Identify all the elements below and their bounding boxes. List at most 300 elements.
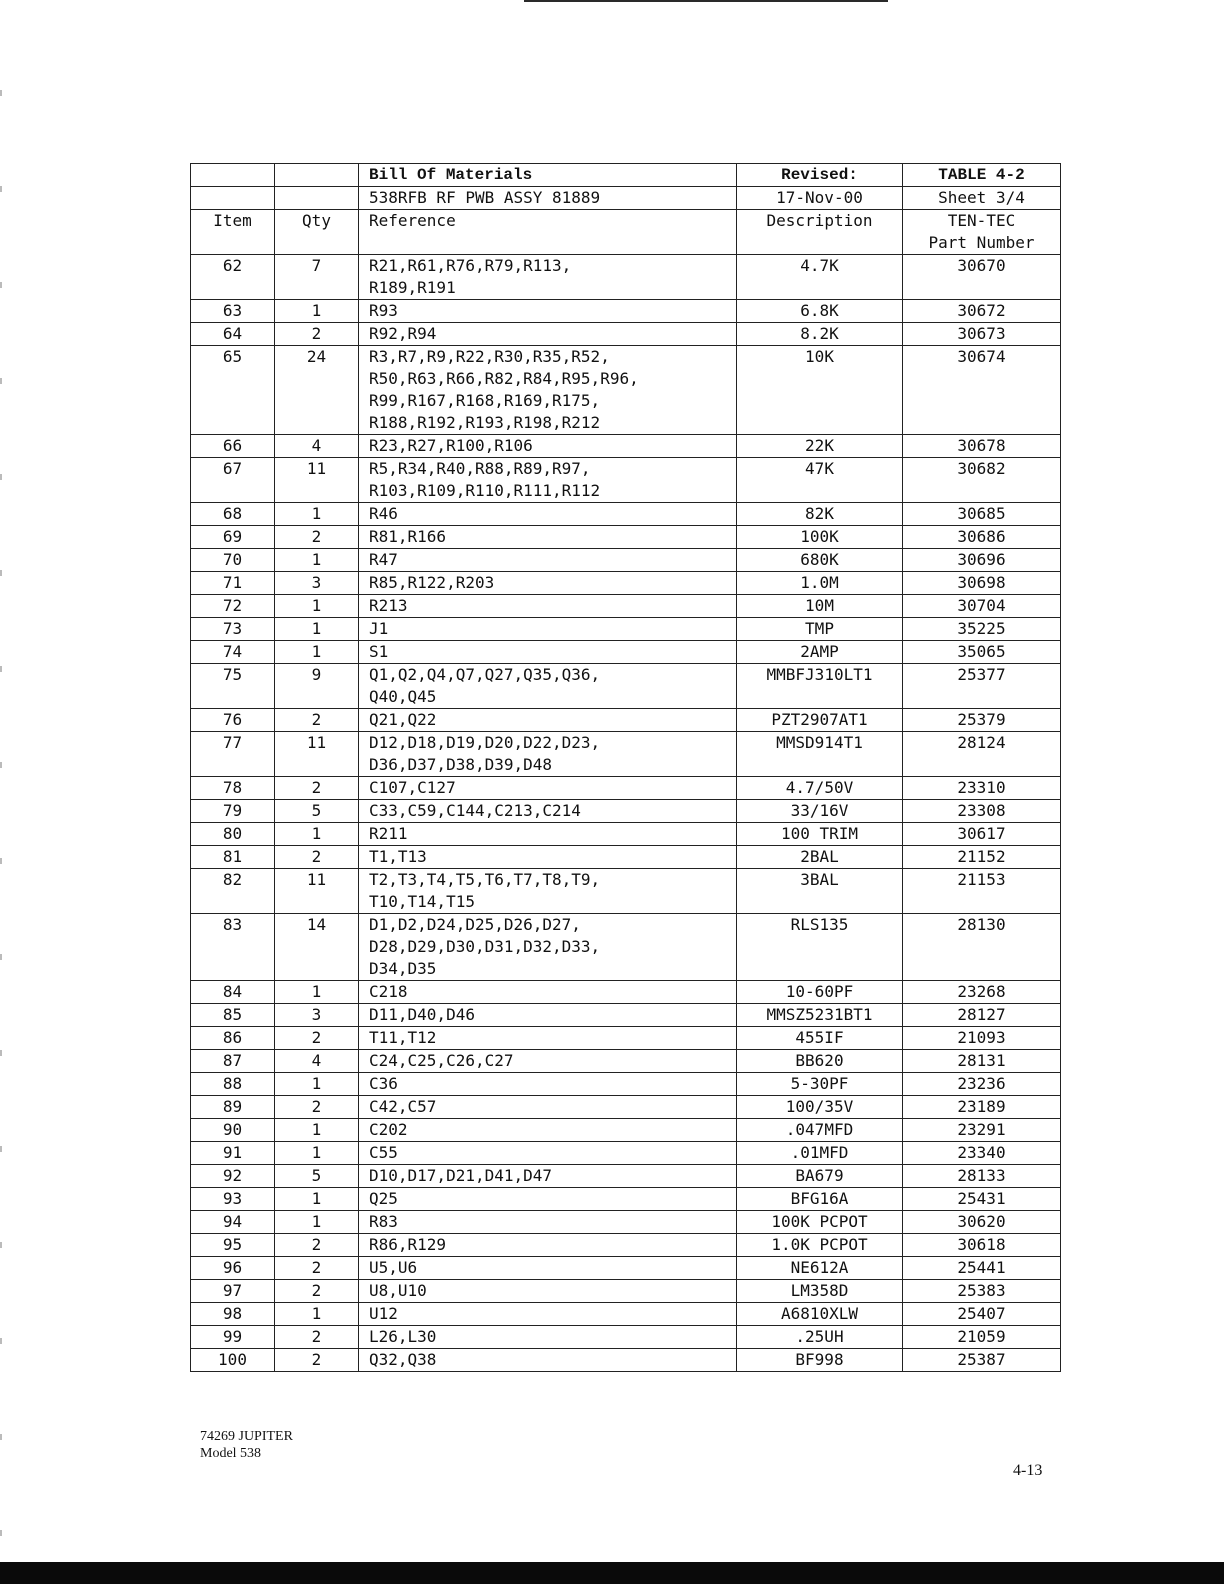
table-row	[191, 664, 1061, 709]
table-row	[191, 1073, 1061, 1096]
reference-cell	[359, 1326, 737, 1349]
qty-cell: 1	[275, 595, 359, 618]
reference-cell	[359, 1165, 737, 1188]
reference-cell	[359, 823, 737, 846]
table-row	[191, 846, 1061, 869]
reference-line: R92,R94	[369, 324, 437, 343]
bom-title: Bill Of Materials	[359, 164, 737, 187]
description-column-header: Description	[737, 210, 903, 255]
part-number-cell: 30678	[903, 435, 1061, 458]
blank-cell	[275, 187, 359, 210]
reference-cell	[359, 1188, 737, 1211]
item-cell: 95	[191, 1234, 275, 1257]
reference-cell	[359, 300, 737, 323]
reference-line: Q21,Q22	[369, 710, 437, 729]
reference-line: R5,R34,R40,R88,R89,R97,	[369, 459, 591, 478]
item-cell: 67	[191, 458, 275, 503]
table-row	[191, 1050, 1061, 1073]
reference-line: R85,R122,R203	[369, 573, 495, 592]
reference-cell	[359, 346, 737, 435]
blank-cell	[191, 187, 275, 210]
description-cell: BF998	[737, 1349, 903, 1372]
description-cell: LM358D	[737, 1280, 903, 1303]
reference-line: D28,D29,D30,D31,D32,D33,	[369, 937, 601, 956]
part-header-line2: Part Number	[928, 233, 1035, 252]
item-cell: 88	[191, 1073, 275, 1096]
description-cell: .047MFD	[737, 1119, 903, 1142]
part-number-cell: 35225	[903, 618, 1061, 641]
reference-cell	[359, 1142, 737, 1165]
table-row	[191, 777, 1061, 800]
part-number-cell: 35065	[903, 641, 1061, 664]
item-cell: 64	[191, 323, 275, 346]
qty-cell: 4	[275, 435, 359, 458]
reference-line: Q1,Q2,Q4,Q7,Q27,Q35,Q36,	[369, 665, 601, 684]
table-row	[191, 526, 1061, 549]
qty-cell: 1	[275, 1119, 359, 1142]
part-number-cell: 30696	[903, 549, 1061, 572]
table-row	[191, 1303, 1061, 1326]
reference-line: R99,R167,R168,R169,R175,	[369, 391, 601, 410]
reference-cell	[359, 732, 737, 777]
item-cell: 63	[191, 300, 275, 323]
reference-cell	[359, 846, 737, 869]
description-cell: 10M	[737, 595, 903, 618]
reference-line: C107,C127	[369, 778, 456, 797]
reference-cell	[359, 435, 737, 458]
reference-line: R50,R63,R66,R82,R84,R95,R96,	[369, 369, 639, 388]
header-row-assembly	[191, 187, 1061, 210]
reference-line: R213	[369, 596, 408, 615]
part-number-cell: 21093	[903, 1027, 1061, 1050]
qty-cell: 7	[275, 255, 359, 300]
description-cell: 2AMP	[737, 641, 903, 664]
reference-cell	[359, 458, 737, 503]
reference-line: U8,U10	[369, 1281, 427, 1300]
qty-cell: 2	[275, 1257, 359, 1280]
item-cell: 92	[191, 1165, 275, 1188]
table-row	[191, 1004, 1061, 1027]
reference-line: D1,D2,D24,D25,D26,D27,	[369, 915, 581, 934]
item-cell: 97	[191, 1280, 275, 1303]
reference-line: U5,U6	[369, 1258, 418, 1277]
qty-cell: 1	[275, 549, 359, 572]
description-cell: 10K	[737, 346, 903, 435]
item-cell: 82	[191, 869, 275, 914]
reference-line: D36,D37,D38,D39,D48	[369, 755, 553, 774]
part-header-line1: TEN-TEC	[947, 211, 1016, 230]
table-row	[191, 869, 1061, 914]
reference-line: R103,R109,R110,R111,R112	[369, 481, 601, 500]
item-cell: 72	[191, 595, 275, 618]
table-row	[191, 1349, 1061, 1372]
qty-cell: 2	[275, 1280, 359, 1303]
table-row	[191, 1027, 1061, 1050]
reference-line: R189,R191	[369, 278, 456, 297]
item-cell: 74	[191, 641, 275, 664]
table-row	[191, 732, 1061, 777]
qty-cell: 9	[275, 664, 359, 709]
description-cell: 100 TRIM	[737, 823, 903, 846]
qty-cell: 1	[275, 300, 359, 323]
description-cell: 4.7K	[737, 255, 903, 300]
table-row	[191, 300, 1061, 323]
description-cell: BFG16A	[737, 1188, 903, 1211]
reference-cell	[359, 1096, 737, 1119]
reference-line: D34,D35	[369, 959, 437, 978]
reference-cell	[359, 1050, 737, 1073]
table-row	[191, 1234, 1061, 1257]
reference-cell	[359, 914, 737, 981]
part-number-cell: 30670	[903, 255, 1061, 300]
item-cell: 83	[191, 914, 275, 981]
description-cell: 10-60PF	[737, 981, 903, 1004]
qty-cell: 1	[275, 503, 359, 526]
sheet-number: Sheet 3/4	[903, 187, 1061, 210]
reference-cell	[359, 1303, 737, 1326]
description-cell: 100K	[737, 526, 903, 549]
part-number-column-header	[903, 210, 1061, 255]
qty-column-header: Qty	[275, 210, 359, 255]
table-row	[191, 1280, 1061, 1303]
footer-model: Model 538	[200, 1446, 262, 1461]
description-cell: 1.0M	[737, 572, 903, 595]
part-number-cell: 23189	[903, 1096, 1061, 1119]
part-number-cell: 25441	[903, 1257, 1061, 1280]
description-cell: 82K	[737, 503, 903, 526]
reference-line: Q40,Q45	[369, 687, 437, 706]
qty-cell: 1	[275, 1211, 359, 1234]
table-row	[191, 981, 1061, 1004]
reference-line: L26,L30	[369, 1327, 437, 1346]
qty-cell: 11	[275, 458, 359, 503]
table-row	[191, 914, 1061, 981]
reference-cell	[359, 1234, 737, 1257]
reference-line: S1	[369, 642, 389, 661]
reference-line: C42,C57	[369, 1097, 437, 1116]
scan-edge-marks	[0, 0, 2, 1584]
description-cell: 680K	[737, 549, 903, 572]
qty-cell: 3	[275, 1004, 359, 1027]
part-number-cell: 25379	[903, 709, 1061, 732]
assembly-name: 538RFB RF PWB ASSY 81889	[359, 187, 737, 210]
qty-cell: 5	[275, 800, 359, 823]
qty-cell: 2	[275, 1234, 359, 1257]
qty-cell: 24	[275, 346, 359, 435]
table-row	[191, 503, 1061, 526]
qty-cell: 1	[275, 641, 359, 664]
reference-line: C218	[369, 982, 408, 1001]
qty-cell: 2	[275, 526, 359, 549]
part-number-cell: 30686	[903, 526, 1061, 549]
reference-cell	[359, 1280, 737, 1303]
item-cell: 90	[191, 1119, 275, 1142]
item-cell: 79	[191, 800, 275, 823]
qty-cell: 2	[275, 846, 359, 869]
description-cell: RLS135	[737, 914, 903, 981]
top-scan-rule	[524, 0, 888, 2]
description-cell: 22K	[737, 435, 903, 458]
part-number-cell: 21059	[903, 1326, 1061, 1349]
reference-cell	[359, 1027, 737, 1050]
qty-cell: 1	[275, 823, 359, 846]
reference-cell	[359, 549, 737, 572]
reference-line: C24,C25,C26,C27	[369, 1051, 514, 1070]
description-cell: TMP	[737, 618, 903, 641]
reference-line: R81,R166	[369, 527, 447, 546]
table-row	[191, 1188, 1061, 1211]
reference-cell	[359, 869, 737, 914]
reference-cell	[359, 800, 737, 823]
reference-line: R21,R61,R76,R79,R113,	[369, 256, 572, 275]
document-footer	[200, 1428, 293, 1462]
reference-line: R47	[369, 550, 398, 569]
reference-line: Q25	[369, 1189, 398, 1208]
qty-cell: 2	[275, 1349, 359, 1372]
table-row	[191, 549, 1061, 572]
footer-product: 74269 JUPITER	[200, 1429, 293, 1444]
item-cell: 85	[191, 1004, 275, 1027]
part-number-cell: 21153	[903, 869, 1061, 914]
table-row	[191, 641, 1061, 664]
blank-cell	[275, 164, 359, 187]
part-number-cell: 30698	[903, 572, 1061, 595]
reference-cell	[359, 981, 737, 1004]
reference-line: R3,R7,R9,R22,R30,R35,R52,	[369, 347, 610, 366]
page-number: 4-13	[1013, 1462, 1043, 1479]
table-row	[191, 1165, 1061, 1188]
part-number-cell: 23340	[903, 1142, 1061, 1165]
qty-cell: 5	[275, 1165, 359, 1188]
reference-cell	[359, 255, 737, 300]
reference-column-header: Reference	[359, 210, 737, 255]
qty-cell: 2	[275, 709, 359, 732]
reference-line: D11,D40,D46	[369, 1005, 475, 1024]
qty-cell: 1	[275, 1142, 359, 1165]
reference-line: Q32,Q38	[369, 1350, 437, 1369]
description-cell: 5-30PF	[737, 1073, 903, 1096]
reference-line: U12	[369, 1304, 398, 1323]
item-cell: 81	[191, 846, 275, 869]
qty-cell: 11	[275, 732, 359, 777]
description-cell: 2BAL	[737, 846, 903, 869]
reference-cell	[359, 1257, 737, 1280]
qty-cell: 11	[275, 869, 359, 914]
reference-cell	[359, 1073, 737, 1096]
part-number-cell: 23268	[903, 981, 1061, 1004]
qty-cell: 3	[275, 572, 359, 595]
reference-line: C36	[369, 1074, 398, 1093]
item-cell: 94	[191, 1211, 275, 1234]
description-cell: .01MFD	[737, 1142, 903, 1165]
qty-cell: 1	[275, 981, 359, 1004]
qty-cell: 2	[275, 1096, 359, 1119]
qty-cell: 1	[275, 1073, 359, 1096]
reference-line: R86,R129	[369, 1235, 447, 1254]
reference-cell	[359, 618, 737, 641]
description-cell: 6.8K	[737, 300, 903, 323]
header-row-title	[191, 164, 1061, 187]
item-cell: 99	[191, 1326, 275, 1349]
part-number-cell: 28127	[903, 1004, 1061, 1027]
part-number-cell: 30672	[903, 300, 1061, 323]
description-cell: 1.0K PCPOT	[737, 1234, 903, 1257]
qty-cell: 1	[275, 618, 359, 641]
description-cell: .25UH	[737, 1326, 903, 1349]
reference-line: T11,T12	[369, 1028, 437, 1047]
item-cell: 91	[191, 1142, 275, 1165]
reference-cell	[359, 323, 737, 346]
table-row	[191, 823, 1061, 846]
qty-cell: 2	[275, 323, 359, 346]
table-row	[191, 572, 1061, 595]
table-row	[191, 1096, 1061, 1119]
table-row	[191, 709, 1061, 732]
description-cell: 8.2K	[737, 323, 903, 346]
qty-cell: 1	[275, 1303, 359, 1326]
reference-cell	[359, 1211, 737, 1234]
description-cell: BB620	[737, 1050, 903, 1073]
qty-cell: 2	[275, 777, 359, 800]
reference-line: J1	[369, 619, 389, 638]
part-number-cell: 30682	[903, 458, 1061, 503]
description-cell: 47K	[737, 458, 903, 503]
item-cell: 84	[191, 981, 275, 1004]
part-number-cell: 25407	[903, 1303, 1061, 1326]
item-cell: 70	[191, 549, 275, 572]
table-row	[191, 346, 1061, 435]
item-cell: 86	[191, 1027, 275, 1050]
part-number-cell: 25377	[903, 664, 1061, 709]
part-number-cell: 23291	[903, 1119, 1061, 1142]
reference-cell	[359, 709, 737, 732]
qty-cell: 2	[275, 1326, 359, 1349]
description-cell: MMBFJ310LT1	[737, 664, 903, 709]
reference-line: C33,C59,C144,C213,C214	[369, 801, 581, 820]
item-cell: 96	[191, 1257, 275, 1280]
part-number-cell: 28130	[903, 914, 1061, 981]
part-number-cell: 30618	[903, 1234, 1061, 1257]
description-cell: A6810XLW	[737, 1303, 903, 1326]
reference-cell	[359, 526, 737, 549]
item-cell: 93	[191, 1188, 275, 1211]
table-row	[191, 1142, 1061, 1165]
reference-cell	[359, 777, 737, 800]
part-number-cell: 28124	[903, 732, 1061, 777]
item-cell: 71	[191, 572, 275, 595]
description-cell: NE612A	[737, 1257, 903, 1280]
item-column-header: Item	[191, 210, 275, 255]
reference-cell	[359, 1004, 737, 1027]
reference-line: R46	[369, 504, 398, 523]
qty-cell: 14	[275, 914, 359, 981]
bill-of-materials-table	[190, 163, 1061, 1372]
description-cell: MMSD914T1	[737, 732, 903, 777]
reference-cell	[359, 664, 737, 709]
reference-cell	[359, 595, 737, 618]
table-row	[191, 595, 1061, 618]
item-cell: 76	[191, 709, 275, 732]
description-cell: 33/16V	[737, 800, 903, 823]
qty-cell: 1	[275, 1188, 359, 1211]
item-cell: 98	[191, 1303, 275, 1326]
part-number-cell: 23308	[903, 800, 1061, 823]
item-cell: 75	[191, 664, 275, 709]
description-cell: 3BAL	[737, 869, 903, 914]
revised-date: 17-Nov-00	[737, 187, 903, 210]
part-number-cell: 30620	[903, 1211, 1061, 1234]
table-row	[191, 435, 1061, 458]
part-number-cell: 30704	[903, 595, 1061, 618]
table-label: TABLE 4-2	[903, 164, 1061, 187]
qty-cell: 2	[275, 1027, 359, 1050]
reference-line: T10,T14,T15	[369, 892, 475, 911]
reference-line: R23,R27,R100,R106	[369, 436, 533, 455]
part-number-cell: 23236	[903, 1073, 1061, 1096]
description-cell: PZT2907AT1	[737, 709, 903, 732]
reference-line: R93	[369, 301, 398, 320]
reference-line: T2,T3,T4,T5,T6,T7,T8,T9,	[369, 870, 601, 889]
table-row	[191, 323, 1061, 346]
reference-line: D10,D17,D21,D41,D47	[369, 1166, 553, 1185]
reference-cell	[359, 1349, 737, 1372]
reference-cell	[359, 1119, 737, 1142]
item-cell: 66	[191, 435, 275, 458]
part-number-cell: 30685	[903, 503, 1061, 526]
part-number-cell: 25431	[903, 1188, 1061, 1211]
qty-cell: 4	[275, 1050, 359, 1073]
item-cell: 73	[191, 618, 275, 641]
reference-line: R188,R192,R193,R198,R212	[369, 413, 601, 432]
description-cell: 100K PCPOT	[737, 1211, 903, 1234]
reference-cell	[359, 572, 737, 595]
item-cell: 69	[191, 526, 275, 549]
description-cell: BA679	[737, 1165, 903, 1188]
blank-cell	[191, 164, 275, 187]
reference-line: R83	[369, 1212, 398, 1231]
reference-cell	[359, 503, 737, 526]
reference-line: C202	[369, 1120, 408, 1139]
item-cell: 80	[191, 823, 275, 846]
part-number-cell: 30673	[903, 323, 1061, 346]
item-cell: 87	[191, 1050, 275, 1073]
table-row	[191, 255, 1061, 300]
part-number-cell: 25383	[903, 1280, 1061, 1303]
table-row	[191, 618, 1061, 641]
revised-label: Revised:	[737, 164, 903, 187]
table-row	[191, 1326, 1061, 1349]
reference-line: D12,D18,D19,D20,D22,D23,	[369, 733, 601, 752]
part-number-cell: 28131	[903, 1050, 1061, 1073]
table-row	[191, 800, 1061, 823]
column-header-row	[191, 210, 1061, 255]
reference-line: R211	[369, 824, 408, 843]
item-cell: 100	[191, 1349, 275, 1372]
reference-cell	[359, 641, 737, 664]
part-number-cell: 23310	[903, 777, 1061, 800]
table-row	[191, 458, 1061, 503]
part-number-cell: 28133	[903, 1165, 1061, 1188]
item-cell: 65	[191, 346, 275, 435]
part-number-cell: 21152	[903, 846, 1061, 869]
description-cell: 4.7/50V	[737, 777, 903, 800]
reference-line: T1,T13	[369, 847, 427, 866]
item-cell: 78	[191, 777, 275, 800]
reference-line: C55	[369, 1143, 398, 1162]
table-row	[191, 1211, 1061, 1234]
description-cell: 100/35V	[737, 1096, 903, 1119]
item-cell: 62	[191, 255, 275, 300]
